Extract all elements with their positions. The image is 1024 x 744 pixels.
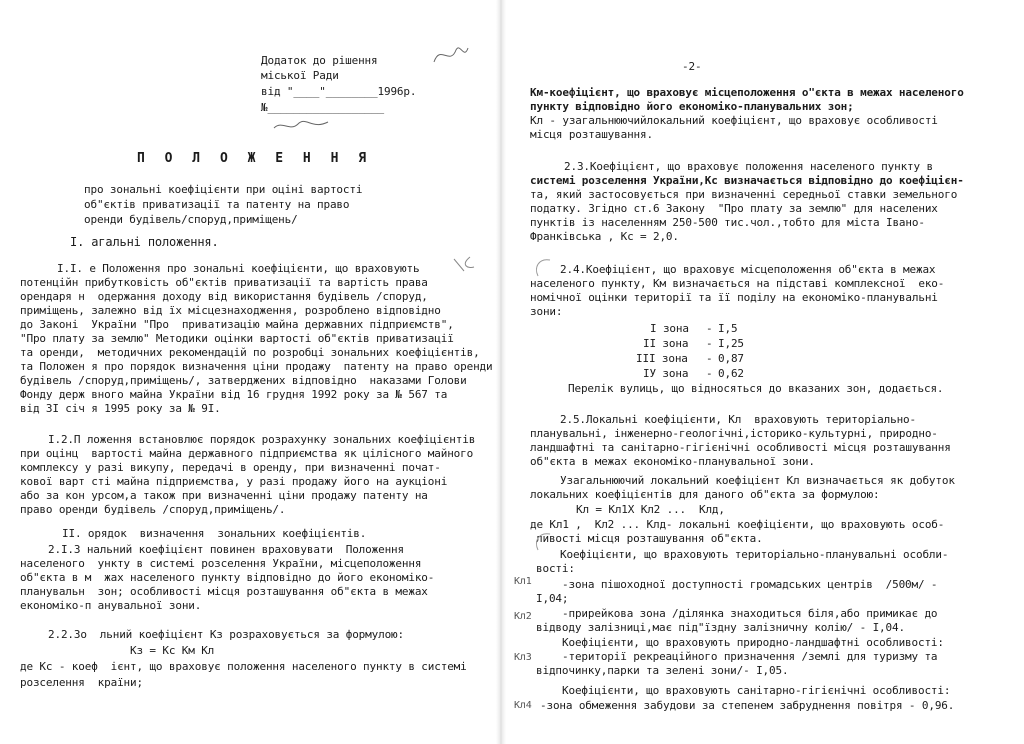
paragraph-line: Коефіцієнти, що враховують природно-ландшафтні особливості: xyxy=(562,636,944,649)
zone-dash: - xyxy=(706,352,713,365)
paragraph-line: або за кон урсом,а також при визначенні ціни продажу патенту на xyxy=(20,489,428,502)
list-item: -зона обмеження забудови за степенем забруднення повітря - 0,96. xyxy=(540,699,955,712)
paragraph-line: та, який застосовується при визначенні середньої ставки земельного xyxy=(530,188,958,201)
paragraph-line: орендаря н одержання доходу від використання будівель /споруд, xyxy=(20,290,428,303)
paragraph-line: населеного ункту в системі розселення України, місцеположення xyxy=(20,557,422,570)
zone-name: I зона xyxy=(650,322,689,335)
zone-name: IУ зона xyxy=(643,367,689,380)
margin-mark: Кл3 xyxy=(514,652,532,663)
addendum-line: №__________________ xyxy=(261,101,384,114)
left-page xyxy=(0,0,496,744)
document-title: П О Л О Ж Е Н Н Я xyxy=(137,151,373,166)
subtitle-line: про зональні коефіцієнти при оціні вартості xyxy=(84,183,363,196)
paragraph-line: ландшафтні та санітарно-гігієнічні особливості місця розташування xyxy=(530,441,951,454)
zone-dash: - xyxy=(706,322,713,335)
paragraph-line: номічної оцінки території та її поділу на економіко-планувальні xyxy=(530,291,938,304)
section-heading: I. агальні положення. xyxy=(70,235,219,249)
hole-punch-mark-icon xyxy=(530,256,554,280)
paragraph-line: Перелік вулиць, що відносяться до вказаних зон, додається. xyxy=(568,382,944,395)
list-item: -прирейкова зона /ділянка знаходиться біля,або примикає до xyxy=(562,607,938,620)
list-item: -території рекреаційного призначення /землі для туризму та xyxy=(562,650,938,663)
subtitle-line: об"єктів приватизації та патенту на право xyxy=(84,198,350,211)
paragraph-line: Коефіцієнти, що враховують санітарно-гігієнічні особливості: xyxy=(562,684,951,697)
paragraph-line: 2.2.Зо льний коефіцієнт Кз розраховується за формулою: xyxy=(48,628,404,641)
right-page xyxy=(506,0,1024,744)
margin-mark: Кл1 xyxy=(514,576,532,587)
addendum-line: від "____"________1996р. xyxy=(261,85,417,98)
paragraph-line: планувальн зон; особливості місця розташування об"єкта в межах xyxy=(20,585,428,598)
paragraph-line: комплексу у разі викупу, передачі в оренду, при визначенні почат- xyxy=(20,461,441,474)
zone-value: 0,62 xyxy=(718,367,744,380)
paragraph-line: Фонду держ вного майна України від 16 грудня 1992 року за № 567 та xyxy=(20,388,448,401)
paragraph-line: місця розташування. xyxy=(530,128,653,141)
paragraph-line: та оренди, методичних рекомендацій по розробці зональних коефіцієнтів, xyxy=(20,346,480,359)
zone-name: II зона xyxy=(643,337,689,350)
paragraph-line: право оренди будівель /споруд,приміщень/. xyxy=(20,503,286,516)
addendum-line: Додаток до рішення xyxy=(261,54,378,67)
paragraph-line: локальних коефіцієнтів для даного об"єкта за формулою: xyxy=(530,488,880,501)
paragraph-line: "Про плату за землю" Методики оцінки вартості об"єктів приватизації xyxy=(20,332,454,345)
paragraph-line: Км-коефіцієнт, що враховує місцеположення о"єкта в межах населеного xyxy=(530,86,964,99)
paragraph-line: 2.4.Коефіцієнт, що враховує місцеположення об"єкта в межах xyxy=(560,263,936,276)
addendum-line: міської Ради xyxy=(261,69,339,82)
zone-name: III зона xyxy=(636,352,688,365)
paragraph-line: приміщень, залежно від їх місцезнаходження, розроблено відповідно xyxy=(20,304,441,317)
handwritten-mark-icon xyxy=(450,255,480,275)
paragraph-line: пунктів із населенням 250-500 тис.чол.,тобто для міста Івано- xyxy=(530,216,925,229)
paragraph-line: 2.3.Коефіцієнт, що враховує положення населеного пункту в xyxy=(564,160,933,173)
paragraph-line: де Кс - коеф ієнт, що враховує положення населеного пункту в системі xyxy=(20,660,467,673)
paragraph-line: податку. Згідно ст.6 Закону "Про плату за землю" для населених xyxy=(530,202,938,215)
zone-dash: - xyxy=(706,367,713,380)
zone-value: I,25 xyxy=(718,337,744,350)
paragraph-line: Франківська , Кс = 2,0. xyxy=(530,230,679,243)
page-gutter xyxy=(496,0,506,744)
paragraph-line: будівель /споруд,приміщень/, затверджених відповідно наказами Голови xyxy=(20,374,467,387)
paragraph-line: населеного пункту, Км визначається на підставі комплексної еко- xyxy=(530,277,945,290)
margin-mark: Кл2 xyxy=(514,611,532,622)
list-item: I,04; xyxy=(536,592,569,605)
paragraph-line: пункту відповідно його економіко-планувальних зон; xyxy=(530,100,854,113)
paragraph-line: планувальні, інженерно-геологічні,історико-культурні, природно- xyxy=(530,427,938,440)
paragraph-line: економіко-п анувальної зони. xyxy=(20,599,202,612)
paragraph-line: до Законі України "Про приватизацію майна державних підприємств", xyxy=(20,318,454,331)
zone-dash: - xyxy=(706,337,713,350)
section-heading: II. орядок визначення зональних коефіцієнтів. xyxy=(62,527,367,540)
paragraph-line: розселення країни; xyxy=(20,676,143,689)
list-item: відводу залізниці,має під"їздну залізничну колію/ - I,04. xyxy=(536,621,905,634)
list-item: -зона пішоходної доступності громадських центрів /500м/ - xyxy=(562,578,938,591)
handwritten-mark-icon xyxy=(272,118,332,134)
paragraph-line: кової варт сті майна підприємства, у разі продажу його на аукціоні xyxy=(20,475,448,488)
paragraph-line: об"єкта в м жах населеного пункту відповідно до його економіко- xyxy=(20,571,435,584)
paragraph-line: зони: xyxy=(530,305,563,318)
formula: Кз = Кс Км Кл xyxy=(130,644,215,657)
paragraph-line: вості: xyxy=(536,562,575,575)
paragraph-line: Коефіцієнти, що враховують територіально-планувальні особли- xyxy=(560,548,949,561)
paragraph-line: ливості місця розташування об"єкта. xyxy=(536,532,763,545)
paragraph-line: та Положен я про порядок визначення ціни продажу патенту на право оренди xyxy=(20,360,493,373)
zone-value: I,5 xyxy=(718,322,738,335)
signature-scribble-icon xyxy=(430,40,470,70)
paragraph-line: при оцінц вартості майна державного підприємства як цілісного майного xyxy=(20,447,474,460)
paragraph-line: Узагальнюючий локальний коефіцієнт Кл визначається як добуток xyxy=(560,474,955,487)
hole-punch-mark-icon xyxy=(530,530,554,554)
subtitle-line: оренди будівель/споруд,приміщень/ xyxy=(84,213,298,226)
paragraph-line: 2.I.З нальний коефіцієнт повинен враховувати Положення xyxy=(48,543,404,556)
list-item: відпочинку,парки та зелені зони/- I,05. xyxy=(536,664,789,677)
paragraph-line: Кл - узагальнюючийлокальний коефіцієнт, що враховує особливості xyxy=(530,114,938,127)
paragraph-line: об"єкта в межах економіко-планувальної зони. xyxy=(530,455,815,468)
page-number: -2- xyxy=(682,60,702,73)
zone-value: 0,87 xyxy=(718,352,744,365)
formula: Кл = Кл1Х Кл2 ... Клд, xyxy=(576,503,725,516)
paragraph-line: 2.5.Локальні коефіцієнти, Кл враховують територіально- xyxy=(560,413,916,426)
paragraph-line: потенційн прибутковість об"єктів приватизації та вартість права xyxy=(20,276,428,289)
paragraph-line: де Кл1 , Кл2 ... Клд- локальні коефіцієнти, що враховують особ- xyxy=(530,518,945,531)
margin-mark: Кл4 xyxy=(514,700,532,711)
paragraph-line: I.I. е Положення про зональні коефіцієнти, що враховують xyxy=(57,262,420,275)
paragraph-line: I.2.П ложення встановлює порядок розрахунку зональних коефіцієнтів xyxy=(48,433,476,446)
paragraph-line: системі розселення України,Кс визначається відповідно до коефіцієн- xyxy=(530,174,964,187)
paragraph-line: від 3I січ я 1995 року за № 9I. xyxy=(20,402,221,415)
